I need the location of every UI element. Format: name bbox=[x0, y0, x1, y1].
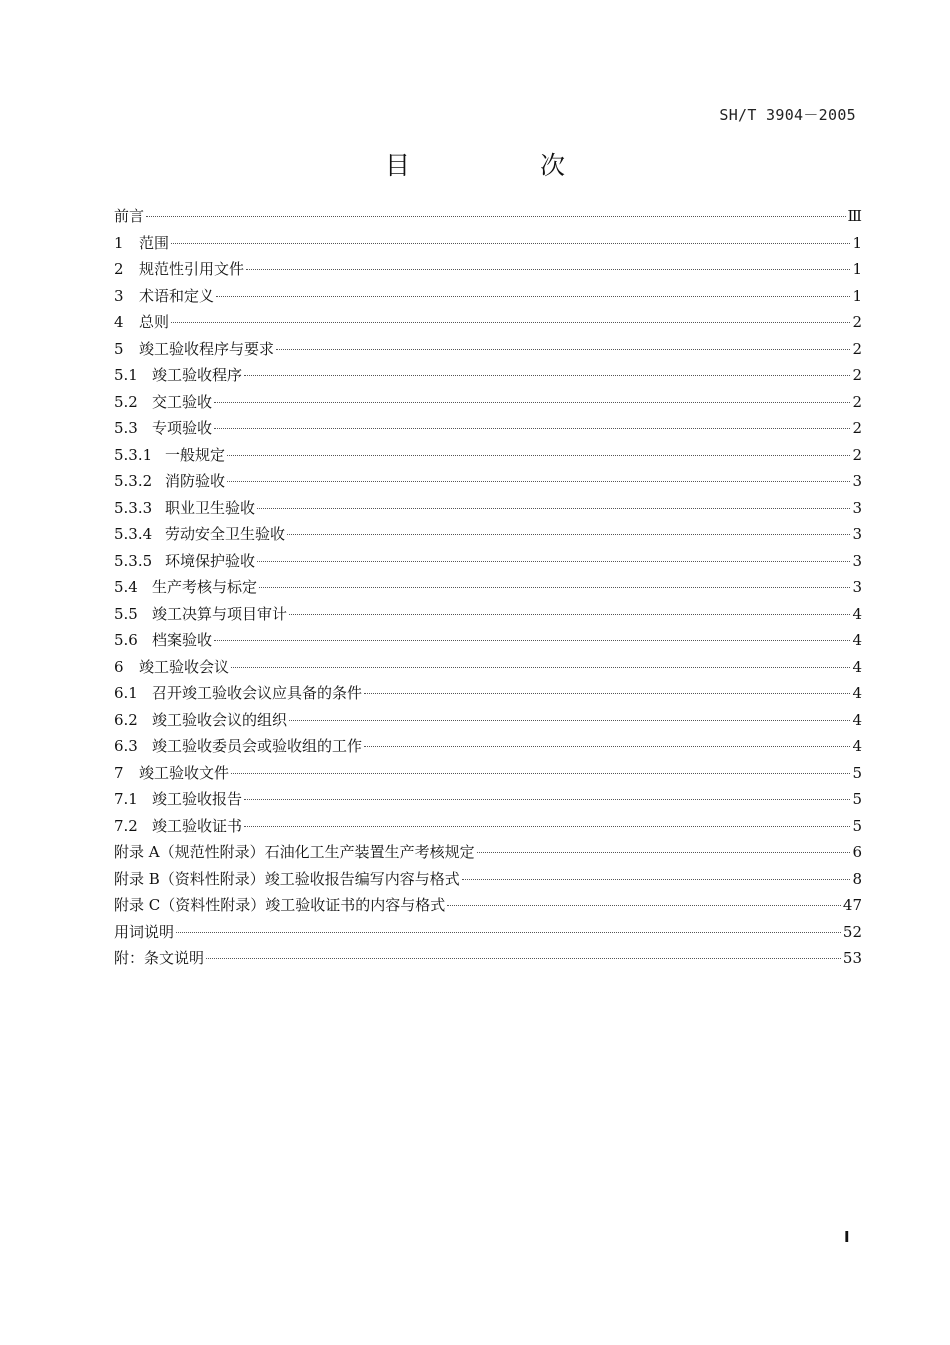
toc-entry[interactable] bbox=[114, 309, 862, 336]
toc-entry-page: 2 bbox=[852, 339, 862, 358]
toc-leader-dots bbox=[259, 587, 850, 588]
toc-entry-label: 总则 bbox=[139, 313, 170, 331]
toc-entry[interactable] bbox=[114, 203, 862, 230]
toc-leader-dots bbox=[289, 614, 850, 615]
toc-entry[interactable] bbox=[114, 495, 862, 522]
toc-leader-dots bbox=[216, 296, 850, 297]
toc-entry-page: 2 bbox=[852, 445, 862, 464]
toc-entry-number: 5.3.2 bbox=[114, 472, 153, 490]
toc-entry[interactable] bbox=[114, 945, 862, 972]
toc-entry[interactable] bbox=[114, 813, 862, 840]
toc-entry[interactable] bbox=[114, 442, 862, 469]
toc-entry-page: Ⅲ bbox=[847, 207, 862, 225]
toc-leader-dots bbox=[244, 826, 850, 827]
toc-entry[interactable] bbox=[114, 786, 862, 813]
toc-entry-page: 4 bbox=[852, 684, 862, 702]
toc-entry-page: 3 bbox=[852, 578, 862, 596]
toc-entry-label: 用词说明 bbox=[114, 922, 175, 941]
toc-entry-label: 竣工验收会议 bbox=[139, 657, 230, 676]
toc-leader-dots bbox=[447, 905, 841, 906]
toc-entry-number: 5.1 bbox=[114, 366, 138, 384]
toc-title-char-1: 目 bbox=[384, 151, 410, 180]
toc-entry-label: 竣工验收文件 bbox=[139, 763, 230, 782]
toc-leader-dots bbox=[289, 720, 850, 721]
toc-entry-number: 5.6 bbox=[114, 631, 138, 649]
toc-entry-page: 4 bbox=[852, 631, 862, 649]
toc-entry-number: 7 bbox=[114, 763, 124, 782]
toc-entry-number: 6.2 bbox=[114, 710, 138, 729]
toc-entry-page: 47 bbox=[842, 896, 862, 914]
toc-entry-label: 竣工决算与项目审计 bbox=[152, 604, 288, 623]
toc-leader-dots bbox=[364, 746, 850, 747]
toc-entry[interactable] bbox=[114, 733, 862, 760]
toc-entry-number: 7.1 bbox=[114, 790, 138, 808]
toc-entry-label: 术语和定义 bbox=[139, 286, 215, 305]
toc-entry-page: 2 bbox=[852, 392, 862, 411]
toc-entry[interactable] bbox=[114, 654, 862, 681]
toc-entry-number: 6 bbox=[114, 657, 124, 676]
toc-entry[interactable] bbox=[114, 415, 862, 442]
toc-leader-dots bbox=[477, 852, 851, 853]
toc-entry-page: 1 bbox=[852, 286, 862, 305]
toc-entry-page: 4 bbox=[852, 710, 862, 729]
toc-entry-page: 2 bbox=[852, 313, 862, 331]
toc-leader-dots bbox=[214, 640, 850, 641]
toc-entry[interactable] bbox=[114, 707, 862, 734]
toc-entry-label: 一般规定 bbox=[165, 445, 226, 464]
toc-leader-dots bbox=[206, 958, 841, 959]
toc-entry[interactable] bbox=[114, 839, 862, 866]
toc-entry-page: 3 bbox=[852, 551, 862, 570]
toc-leader-dots bbox=[227, 481, 850, 482]
toc-leader-dots bbox=[462, 879, 851, 880]
toc-entry-label: 召开竣工验收会议应具备的条件 bbox=[152, 684, 363, 702]
toc-entry-label: 附：条文说明 bbox=[114, 949, 205, 967]
toc-entry-label: 档案验收 bbox=[152, 631, 213, 649]
toc-entry[interactable] bbox=[114, 548, 862, 575]
toc-entry-page: 1 bbox=[852, 233, 862, 252]
toc-entry[interactable] bbox=[114, 521, 862, 548]
toc-leader-dots bbox=[227, 455, 850, 456]
toc-leader-dots bbox=[364, 693, 850, 694]
toc-entry-number: 7.2 bbox=[114, 816, 138, 835]
toc-entry[interactable] bbox=[114, 230, 862, 257]
toc-entry[interactable] bbox=[114, 919, 862, 946]
toc-entry-label: 竣工验收证书 bbox=[152, 816, 243, 835]
toc-entry-label: 竣工验收程序 bbox=[152, 366, 243, 384]
document-code: SH/T 3904－2005 bbox=[719, 106, 856, 124]
toc-entry-page: 3 bbox=[852, 498, 862, 517]
toc-title bbox=[0, 146, 950, 182]
toc-entry-page: 8 bbox=[852, 869, 862, 888]
toc-entry-number: 5.5 bbox=[114, 604, 138, 623]
toc-entry[interactable] bbox=[114, 627, 862, 654]
toc-leader-dots bbox=[146, 216, 846, 217]
toc-entry-number: 5.3.1 bbox=[114, 445, 153, 464]
toc-leader-dots bbox=[276, 349, 850, 350]
toc-entry[interactable] bbox=[114, 256, 862, 283]
toc-entry-label: 生产考核与标定 bbox=[152, 578, 258, 596]
toc-leader-dots bbox=[231, 667, 850, 668]
toc-entry[interactable] bbox=[114, 680, 862, 707]
toc-entry-label: 范围 bbox=[139, 233, 170, 252]
toc-leader-dots bbox=[214, 402, 850, 403]
toc-entry-label: 环境保护验收 bbox=[165, 551, 256, 570]
toc-entry[interactable] bbox=[114, 892, 862, 919]
toc-entry-label: 规范性引用文件 bbox=[139, 260, 245, 278]
toc-entry-label: 消防验收 bbox=[165, 472, 226, 490]
toc-entry[interactable] bbox=[114, 336, 862, 363]
toc-entry-page: 4 bbox=[852, 737, 862, 755]
toc-entry-label: 竣工验收报告 bbox=[152, 790, 243, 808]
toc-entry-page: 52 bbox=[842, 922, 862, 941]
toc-entry[interactable] bbox=[114, 574, 862, 601]
toc-entry-label: 前言 bbox=[114, 207, 145, 225]
toc-entry-label: 职业卫生验收 bbox=[165, 498, 256, 517]
toc-leader-dots bbox=[244, 375, 850, 376]
toc-entry-page: 53 bbox=[842, 949, 862, 967]
toc-entry-page: 5 bbox=[852, 763, 862, 782]
toc-entry-number: 4 bbox=[114, 313, 124, 331]
toc-leader-dots bbox=[257, 508, 850, 509]
toc-entry-label: 竣工验收程序与要求 bbox=[139, 339, 275, 358]
toc-entry-number: 6.1 bbox=[114, 684, 138, 702]
toc-entry-number: 5.3.3 bbox=[114, 498, 153, 517]
toc-entry-label: 交工验收 bbox=[152, 392, 213, 411]
toc-entry-number: 5.3.5 bbox=[114, 551, 153, 570]
toc-leader-dots bbox=[257, 561, 850, 562]
toc-leader-dots bbox=[244, 799, 850, 800]
toc-entry-number: 6.3 bbox=[114, 737, 138, 755]
toc-entry-number: 5.4 bbox=[114, 578, 138, 596]
toc-entry-page: 6 bbox=[852, 843, 862, 861]
toc-leader-dots bbox=[171, 322, 850, 323]
toc-entry-number: 5 bbox=[114, 339, 124, 358]
toc-title-char-2: 次 bbox=[540, 151, 566, 180]
toc-entry[interactable] bbox=[114, 283, 862, 310]
toc-entry-page: 3 bbox=[852, 525, 862, 543]
toc-entry-number: 1 bbox=[114, 233, 124, 252]
toc-entry[interactable] bbox=[114, 601, 862, 628]
toc-entry-page: 1 bbox=[852, 260, 862, 278]
toc-entry-number: 3 bbox=[114, 286, 124, 305]
toc-entry-label: 劳动安全卫生验收 bbox=[165, 525, 286, 543]
toc-leader-dots bbox=[287, 534, 850, 535]
toc-entry-label: 专项验收 bbox=[152, 419, 213, 437]
toc-entry-page: 4 bbox=[852, 657, 862, 676]
toc-leader-dots bbox=[214, 428, 850, 429]
toc-entry[interactable] bbox=[114, 468, 862, 495]
toc-entry-page: 3 bbox=[852, 472, 862, 490]
toc-entry-number: 5.3 bbox=[114, 419, 138, 437]
toc-entry-label: 附录 C（资料性附录）竣工验收证书的内容与格式 bbox=[114, 896, 446, 914]
toc-entry[interactable] bbox=[114, 866, 862, 893]
toc-entry-page: 4 bbox=[852, 604, 862, 623]
toc-entry-number: 5.2 bbox=[114, 392, 138, 411]
page-number: I bbox=[844, 1228, 850, 1246]
toc-entry-label: 附录 B（资料性附录）竣工验收报告编写内容与格式 bbox=[114, 869, 460, 888]
toc-entry-page: 5 bbox=[852, 816, 862, 835]
toc-entry-page: 2 bbox=[852, 419, 862, 437]
toc-leader-dots bbox=[176, 932, 841, 933]
toc-entry-page: 5 bbox=[852, 790, 862, 808]
toc-leader-dots bbox=[171, 243, 850, 244]
toc-entry[interactable] bbox=[114, 389, 862, 416]
toc-entry-label: 竣工验收委员会或验收组的工作 bbox=[152, 737, 363, 755]
toc-entry[interactable] bbox=[114, 760, 862, 787]
toc-leader-dots bbox=[246, 269, 850, 270]
toc-leader-dots bbox=[231, 773, 850, 774]
toc-entry-label: 竣工验收会议的组织 bbox=[152, 710, 288, 729]
toc-entry-label: 附录 A（规范性附录）石油化工生产装置生产考核规定 bbox=[114, 843, 475, 861]
toc-entry-number: 5.3.4 bbox=[114, 525, 153, 543]
toc-entry[interactable] bbox=[114, 362, 862, 389]
table-of-contents bbox=[114, 203, 862, 972]
toc-entry-page: 2 bbox=[852, 366, 862, 384]
toc-entry-number: 2 bbox=[114, 260, 124, 278]
